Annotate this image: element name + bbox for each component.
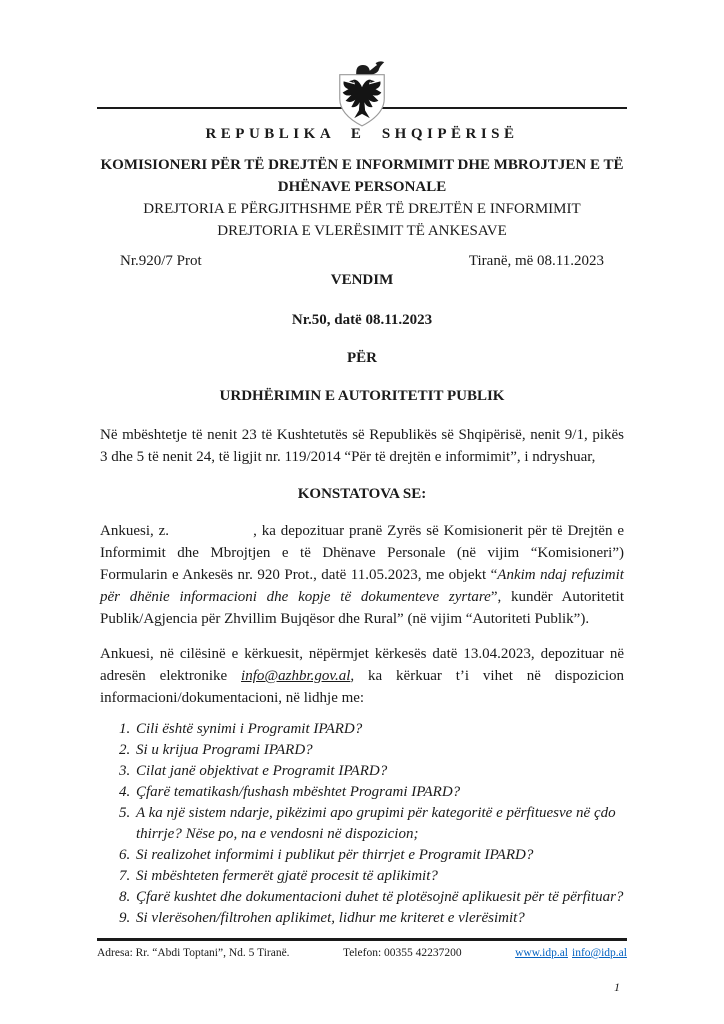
question-item: 2. Si u krijua Programi IPARD? [134,740,624,761]
question-item: 5. A ka një sistem ndarje, pikëzimi apo grupimi për kategoritë e përfituesve në çdo thirrje? Nëse po, na e vendosni në dispozicion; [134,803,624,845]
request-text-continued: , ka kërkuar t’i vihet në dispozicion informacioni/dokumentacioni, në lidhje me: [100,668,624,706]
complaint-text: , ka depozituar pranë Zyrës së Komisionerit për të Drejtën e Informimit dhe Mbrojtjen e të Dhënave Personale (në vijim “Komisioneri”) Formularin e Ankesës nr. 920 Prot., datë 11.05.2023, me objekt “ [100,523,624,583]
page-number: 1 [614,980,620,994]
footer-address: Adresa: Rr. “Abdi Toptani”, Nd. 5 Tiranë. [97,947,290,959]
protocol-row [100,253,624,269]
question-item: 9. Si vlerësohen/filtrohen aplikimet, lidhur me kriteret e vlerësimit? [134,908,624,929]
page-footer [97,938,627,960]
protocol-number: Nr.920/7 Prot [120,253,202,269]
directorate-complaints-line: DREJTORIA E VLERËSIMIT TË ANKESAVE [217,223,507,239]
question-item: 7. Si mbështeten fermerët gjatë procesit të aplikimit? [134,866,624,887]
decision-number-date: Nr.50, datë 08.11.2023 [291,312,433,328]
complaint-text-continued: ”, kundër Autoritetit Publik/Agjencia për Zhvillim Bujqësor dhe Rural” (në vijim “Autoriteti Publik”). [100,589,625,627]
republic-title: REPUBLIKA E SHQIPËRISË [205,126,519,142]
footer-website-link[interactable]: www.idp.al [515,947,568,959]
findings-heading: KONSTATOVA SE: [297,486,427,502]
question-item: 3. Cilat janë objektivat e Programit IPARD? [134,761,624,782]
authority-email-link[interactable]: info@azhbr.gov.al [241,668,351,684]
legal-basis-paragraph: Në mbështetje të nenit 23 të Kushtetutës së Republikës së Shqipërisë, nenit 9/1, pikës 3 dhe 5 të nenit 24, të ligjit nr. 119/2014 “Për të drejtën e informimit”, i ndryshuar, [100,427,624,465]
albania-eagle-emblem-icon [333,60,391,128]
complaint-paragraph [100,520,624,630]
question-item: 6. Si realizohet informimi i publikut për thirrjet e Programit IPARD? [134,845,624,866]
request-text: Ankuesi, në cilësinë e kërkuesit, nëpërmjet kërkesës datë 13.04.2023, depozituar në adresën elektronike [100,646,624,684]
masthead [0,0,724,124]
institution-name: KOMISIONERI PËR TË DREJTËN E INFORMIMIT DHE MBROJTJEN E TË DHËNAVE PERSONALE [100,157,624,195]
question-item: 1. Cili është synimi i Programit IPARD? [134,719,624,740]
questions-list [100,719,624,929]
footer-email-link[interactable]: info@idp.al [572,947,627,959]
complainant-prefix: Ankuesi, z. [100,523,170,539]
footer-links [515,946,627,960]
document-content [0,124,724,929]
decision-title: VENDIM [330,272,394,288]
directorate-general-line: DREJTORIA E PËRGJITHSHME PËR TË DREJTËN E INFORMIMIT [143,201,581,217]
question-item: 8. Çfarë kushtet dhe dokumentacioni duhet të plotësojnë aplikuesit për të përfituar? [134,887,624,908]
decision-subject: URDHËRIMIN E AUTORITETIT PUBLIK [219,388,505,404]
request-paragraph [100,643,624,709]
complaint-object-italic: Ankim ndaj refuzimit për dhënie informacioni dhe kopje të dokumenteve zyrtare [100,567,624,605]
question-item: 4. Çfarë tematikash/fushash mbështet Programi IPARD? [134,782,624,803]
footer-phone: Telefon: 00355 42237200 [342,947,462,959]
decision-preposition: PËR [347,350,377,366]
place-date: Tiranë, më 08.11.2023 [468,253,604,269]
